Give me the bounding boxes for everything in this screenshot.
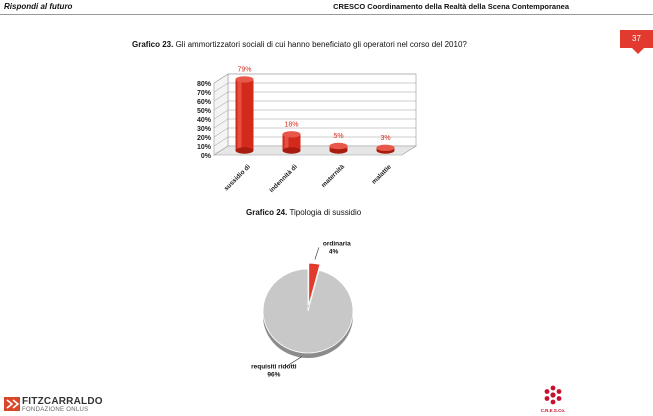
bar-data-label: 18%	[284, 121, 299, 129]
bar-1	[236, 76, 254, 153]
bar-4	[377, 145, 395, 154]
x-category-label: indennità di	[268, 163, 299, 195]
chart23-title: Grafico 23. Gli ammortizzatori sociali di cui hanno beneficiato gli operatori nel corso del 2010?	[132, 40, 467, 49]
y-tick-label: 20%	[196, 135, 211, 142]
pie-slice-2	[263, 269, 353, 353]
bar-bottom	[236, 147, 254, 153]
pie-slice-value: 4%	[328, 248, 339, 256]
pie-slice-label: ordinaria	[322, 240, 351, 248]
cresco-label: C.R.E.S.Co.	[540, 408, 566, 413]
cresco-flower-icon	[540, 385, 566, 415]
bar-top	[377, 145, 395, 151]
page-number-badge: 37	[620, 30, 653, 48]
x-category-label: maternità	[320, 163, 346, 190]
bar-top	[283, 131, 301, 137]
pie-slice-label: requisiti ridotti	[251, 363, 297, 371]
bar-data-label: 79%	[237, 66, 252, 74]
pie-leader-line	[315, 247, 319, 259]
y-tick-label: 70%	[196, 90, 211, 97]
y-tick-label: 50%	[196, 108, 211, 115]
bar-data-label: 3%	[380, 134, 391, 142]
pie-slice-value: 96%	[267, 371, 281, 379]
y-tick-label: 40%	[196, 117, 211, 124]
bar-3	[330, 143, 348, 154]
bar-data-label: 5%	[333, 133, 344, 140]
header-right: CRESCO Coordinamento della Realtà della Scena Contemporanea	[333, 2, 569, 11]
bar-top	[330, 143, 348, 149]
y-tick-label: 0%	[200, 153, 211, 160]
y-tick-label: 80%	[196, 81, 211, 88]
bar-top	[236, 76, 254, 82]
x-category-label: sussidio di	[222, 163, 252, 193]
fitzcarraldo-subtitle: FONDAZIONE ONLUS	[22, 407, 89, 413]
y-tick-label: 30%	[196, 126, 211, 133]
x-category-label: malattie	[370, 163, 393, 186]
y-tick-label: 10%	[196, 144, 211, 151]
bar-highlight	[238, 79, 242, 150]
bar-2	[283, 131, 301, 154]
y-tick-label: 60%	[196, 99, 211, 106]
chart24-title: Grafico 24. Tipologia di sussidio	[246, 208, 362, 217]
bar-bottom	[283, 147, 301, 153]
fitzcarraldo-name: FITZCARRALDO	[22, 396, 103, 407]
header-left: Rispondi al futuro	[4, 2, 73, 11]
